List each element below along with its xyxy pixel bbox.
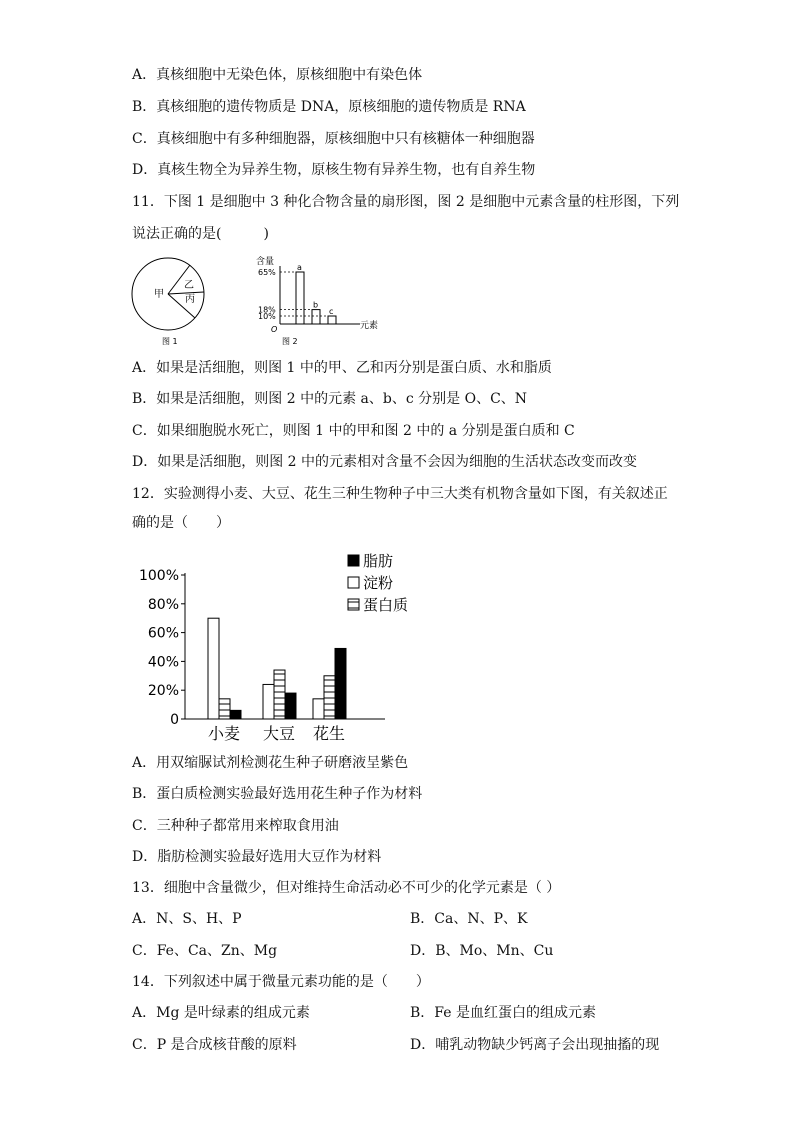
q10-option-c: C．真核细胞中有多种细胞器，原核细胞中只有核糖体一种细胞器 <box>132 131 535 147</box>
q13-option-b: B．Ca、N、P、K <box>410 911 528 927</box>
q14-stem: 14．下列叙述中属于微量元素功能的是（ ） <box>132 974 430 990</box>
fig1-label-yi: 乙 <box>184 280 194 291</box>
fig1-caption: 图 1 <box>162 337 178 346</box>
q12-category-label: 小麦 <box>207 724 241 743</box>
fig2-tick-b: 18% <box>258 305 276 315</box>
q11-option-c: C．如果细胞脱水死亡，则图 1 中的甲和图 2 中的 a 分别是蛋白质和 C <box>132 423 575 439</box>
q12-ytick-label: 80% <box>147 596 179 613</box>
q11-figures <box>128 252 398 352</box>
q14-option-d: D．哺乳动物缺少钙离子会出现抽搐的现 <box>410 1037 660 1053</box>
q12-legend-label-脂肪: 脂肪 <box>363 552 394 570</box>
fig2-caption: 图 2 <box>282 337 298 346</box>
fig1-pie <box>132 258 204 346</box>
q13-option-d: D．B、Mo、Mn、Cu <box>410 943 554 959</box>
fig2-bar-chart <box>256 255 378 346</box>
fig2-tick-c: 10% <box>258 312 276 321</box>
q12-stem-line2: 确的是（ ） <box>132 515 230 531</box>
q12-option-d: D．脂肪检测实验最好选用大豆作为材料 <box>132 849 382 865</box>
fig1-label-jia: 甲 <box>154 289 164 300</box>
q12-ytick-label: 100% <box>138 568 179 584</box>
q12-legend-swatch-淀粉 <box>348 577 359 588</box>
q12-bar-蛋白质-大豆 <box>274 670 285 719</box>
q11-stem-line1: 11．下图 1 是细胞中 3 种化合物含量的扇形图，图 2 是细胞中元素含量的柱形图，下列 <box>132 194 680 210</box>
fig2-ylabel: 含量 <box>256 257 275 267</box>
q12-bar-蛋白质-小麦 <box>219 699 230 719</box>
q12-option-c: C．三种种子都常用来榨取食用油 <box>132 818 339 834</box>
q10-option-a: A．真核细胞中无染色体，原核细胞中有染色体 <box>132 67 423 83</box>
q12-ytick-label: 40% <box>147 654 179 671</box>
q12-ytick-label: 20% <box>147 683 179 700</box>
q14-option-b: B．Fe 是血红蛋白的组成元素 <box>410 1005 596 1021</box>
fig1-label-bing: 丙 <box>185 294 195 305</box>
q12-bar-淀粉-花生 <box>313 699 324 719</box>
q14-option-c: C．P 是合成核苷酸的原料 <box>132 1037 297 1053</box>
q13-option-a: A．N、S、H、P <box>132 911 242 927</box>
q11-option-a: A．如果是活细胞，则图 1 中的甲、乙和丙分别是蛋白质、水和脂质 <box>132 360 552 376</box>
q12-bar-蛋白质-花生 <box>324 676 335 719</box>
q12-bar-淀粉-小麦 <box>208 618 219 719</box>
q12-legend-label-淀粉: 淀粉 <box>363 574 394 592</box>
q12-ytick-label: 60% <box>147 625 179 642</box>
fig2-origin: O <box>271 325 278 334</box>
q12-bar-脂肪-小麦 <box>230 710 241 719</box>
fig2-xlabel: 元素 <box>360 321 379 331</box>
q12-category-label: 花生 <box>312 724 346 743</box>
q12-ytick-label: 0 <box>170 712 179 728</box>
fig2-bar-c <box>328 316 336 324</box>
fig2-tick-a: 65% <box>258 268 276 277</box>
q13-stem: 13．细胞中含量微少，但对维持生命活动必不可少的化学元素是（ ） <box>132 880 561 896</box>
q12-bar-chart <box>130 545 430 745</box>
q10-option-b: B．真核细胞的遗传物质是 DNA，原核细胞的遗传物质是 RNA <box>132 99 526 115</box>
q13-option-c: C．Fe、Ca、Zn、Mg <box>132 943 278 959</box>
fig2-bar-b <box>312 310 320 324</box>
fig2-bar-label-c: c <box>329 307 334 316</box>
fig2-bar-label-a: a <box>297 263 302 272</box>
q12-legend-label-蛋白质: 蛋白质 <box>363 596 409 614</box>
q12-legend-swatch-脂肪 <box>348 555 359 566</box>
q14-option-a: A．Mg 是叶绿素的组成元素 <box>132 1005 310 1021</box>
q10-option-d: D．真核生物全为异养生物，原核生物有异养生物，也有自养生物 <box>132 162 536 178</box>
fig2-bar-label-b: b <box>313 300 319 310</box>
q11-option-d: D．如果是活细胞，则图 2 中的元素相对含量不会因为细胞的生活状态改变而改变 <box>132 454 638 470</box>
q12-stem-line1: 12．实验测得小麦、大豆、花生三种生物种子中三大类有机物含量如下图，有关叙述正 <box>132 486 668 502</box>
q12-bar-淀粉-大豆 <box>263 684 274 719</box>
q12-option-a: A．用双缩脲试剂检测花生种子研磨液呈紫色 <box>132 755 409 771</box>
q12-category-label: 大豆 <box>262 724 296 743</box>
q12-bar-脂肪-大豆 <box>285 693 296 719</box>
q12-bar-脂肪-花生 <box>335 648 346 719</box>
q12-legend-swatch-蛋白质 <box>348 599 359 610</box>
q11-option-b: B．如果是活细胞，则图 2 中的元素 a、b、c 分别是 O、C、N <box>132 391 528 407</box>
q12-option-b: B．蛋白质检测实验最好选用花生种子作为材料 <box>132 786 423 802</box>
q11-stem-line2: 说法正确的是( ) <box>132 226 269 242</box>
